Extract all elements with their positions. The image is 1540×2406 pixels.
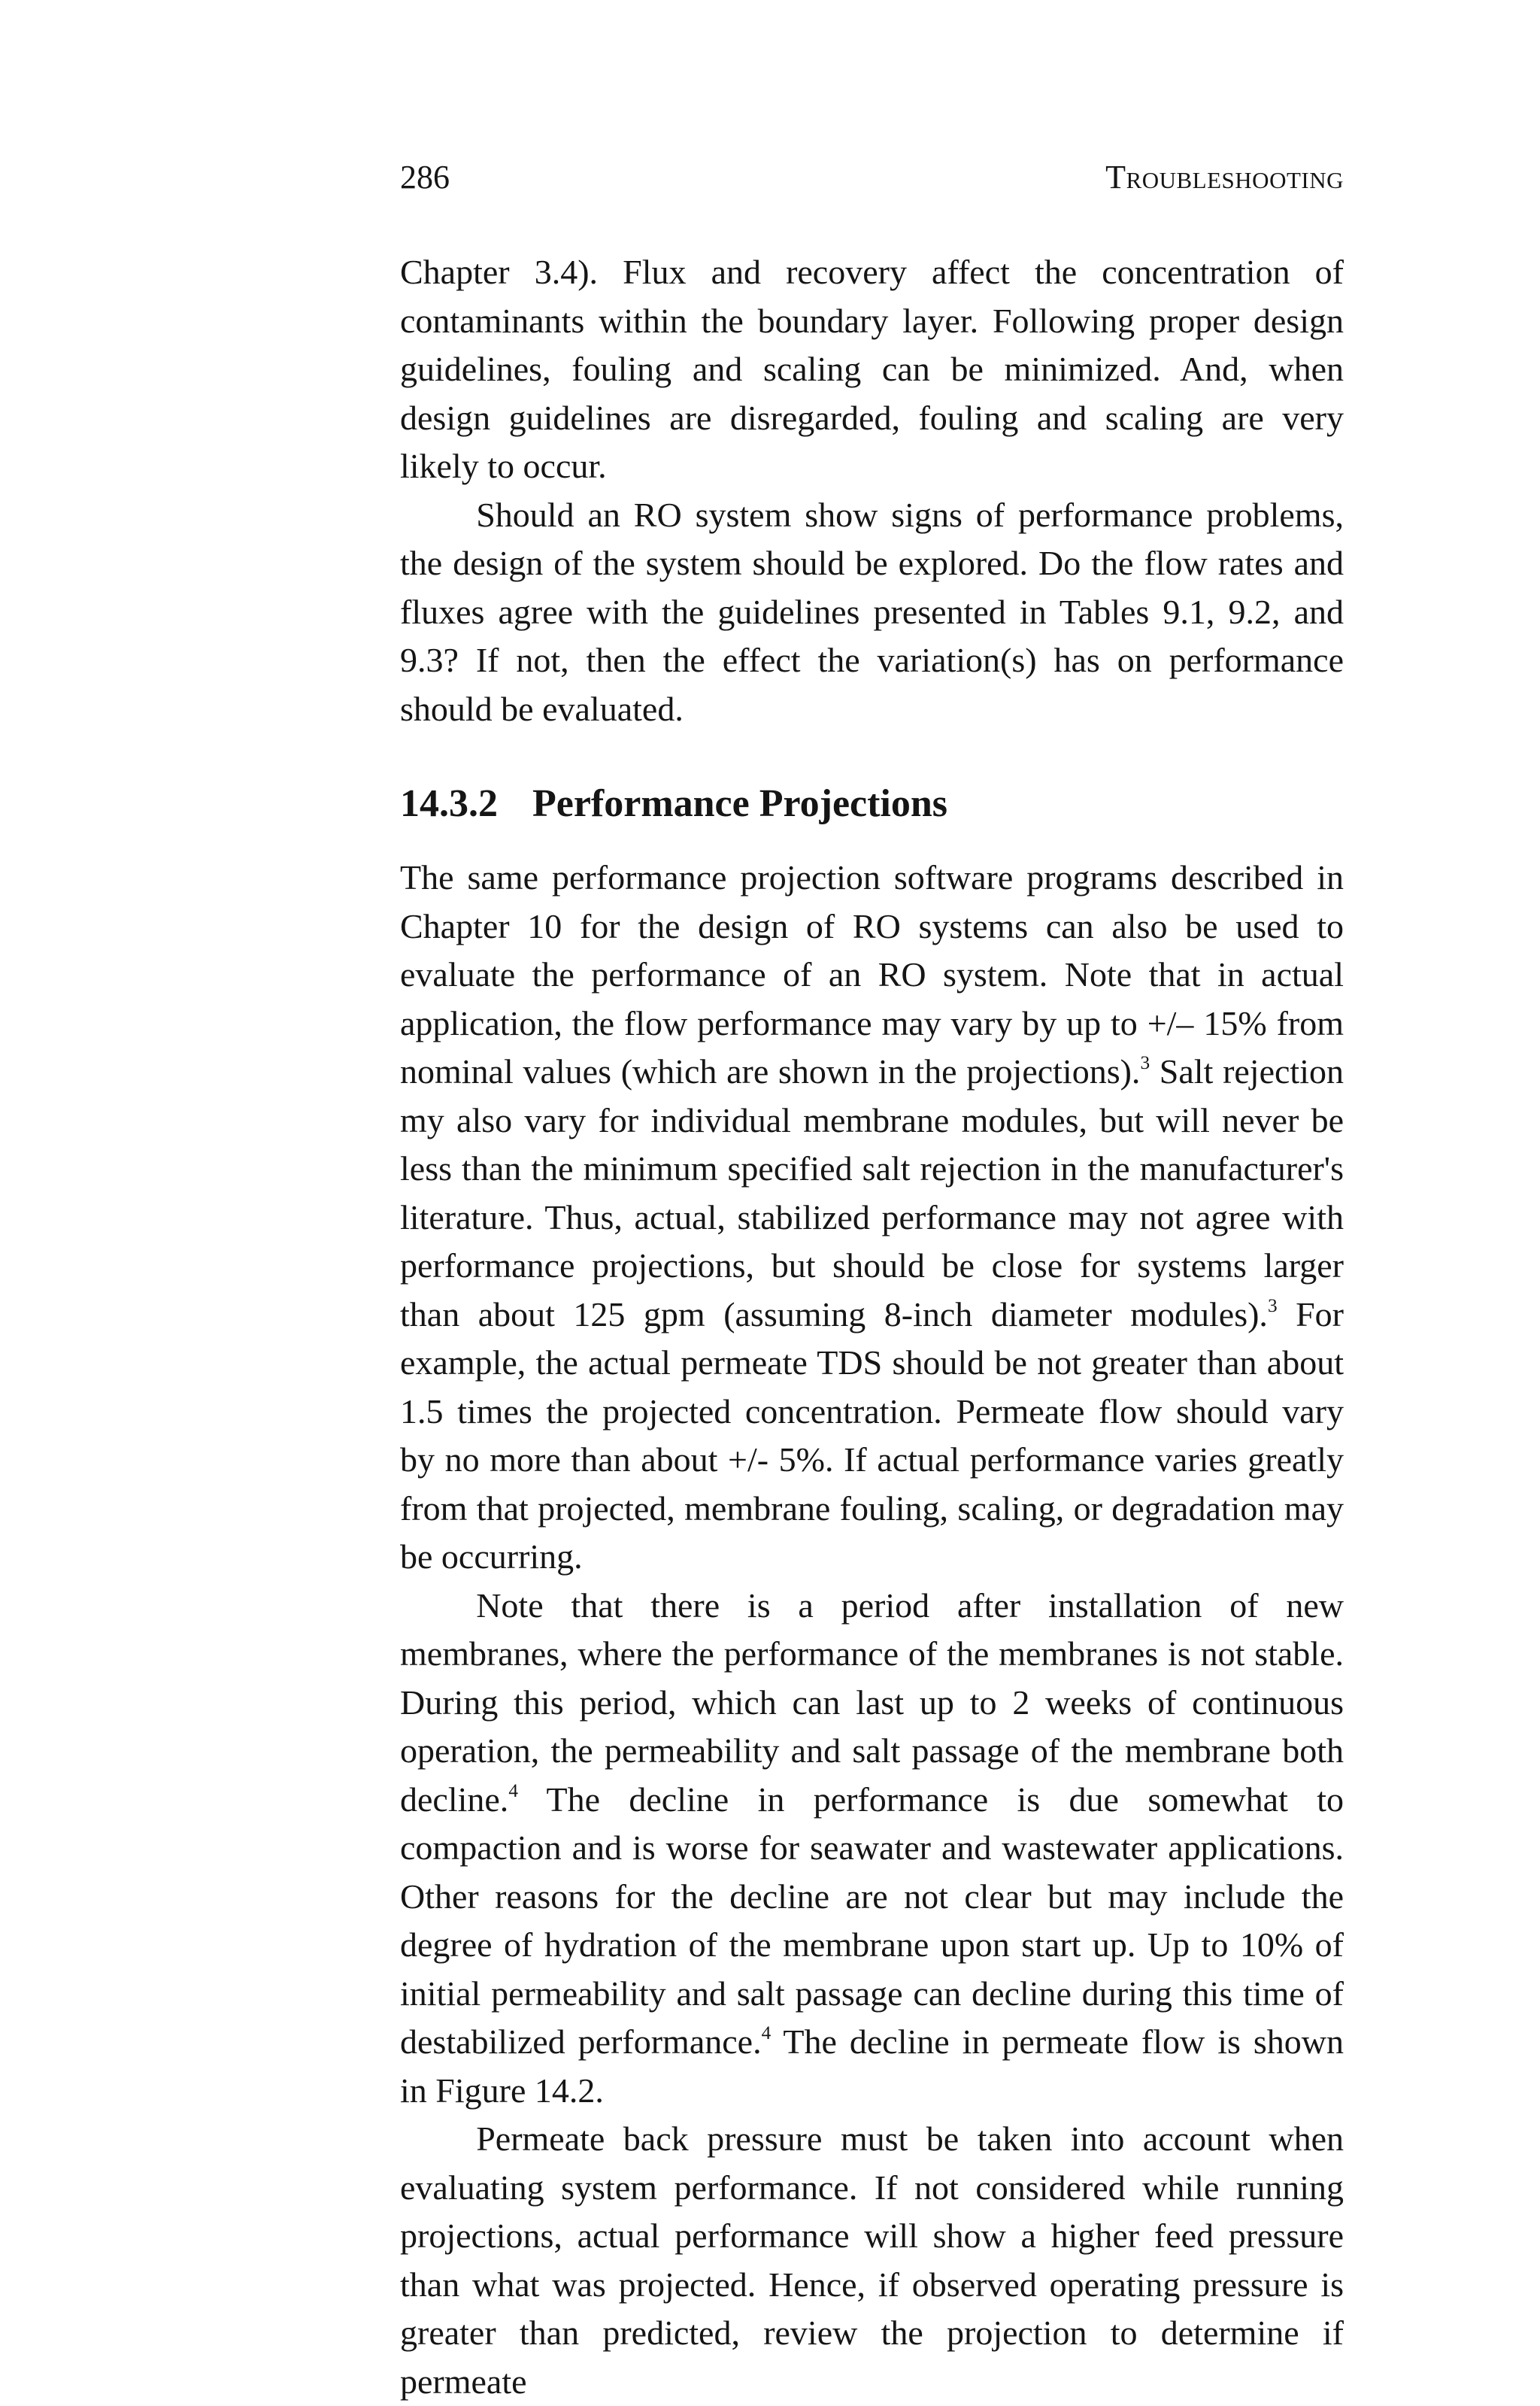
section-heading [400, 777, 1344, 831]
body-text [400, 248, 1344, 2406]
reference-superscript: 4 [508, 1779, 518, 1801]
paragraph-design-review: Should an RO system show signs of performance problems, the design of the system should be explored. Do the flow rates and fluxes agree with the guidelines presented in Tables 9.1, 9.2, and 9.3? If not, then the effect the variation(s) has on performance should be evaluated. [400, 495, 1344, 728]
section-number: 14.3.2 [400, 782, 498, 825]
paragraph-continued: Chapter 3.4). Flux and recovery affect the concentration of contaminants within the boundary layer. Following proper design guidelines, fouling and scaling can be minimized. And, when design guidelines are disregarded, fouling and scaling are very likely to occur. [400, 253, 1344, 485]
paragraph-projection-software [400, 854, 1344, 1582]
reference-superscript: 3 [1267, 1294, 1278, 1316]
running-title: Troubleshooting [1105, 159, 1344, 196]
section-title: Performance Projections [532, 782, 948, 825]
reference-superscript: 3 [1140, 1052, 1150, 1074]
running-head [400, 155, 1344, 200]
paragraph-text: For example, the actual permeate TDS should be not greater than about 1.5 times the projected concentration. Permeate flow should vary by no more than about +/- 5%. If actual performance varies greatly from that projected, membrane fouling, scaling, or degradation may be occurring. [400, 1294, 1344, 1576]
paragraph-text: Note that there is a period after installation of new membranes, where the performance of the membranes is not stable. During this period, which can last up to 2 weeks of continuous operation, the permeability and salt passage of the membrane both decline. [400, 1585, 1344, 1819]
page-number: 286 [400, 159, 450, 196]
paragraph-text: The same performance projection software programs described in Chapter 10 for the design of RO systems can also be used to evaluate the performance of an RO system. Note that in actual application, the flow performance may vary by up to +/– 15% from nominal values (which are shown in the projections). [400, 858, 1344, 1091]
paragraph-text: The decline in performance is due somewhat to compaction and is worse for seawater and wastewater applications. Other reasons for the decline are not clear but may include the degree of hydration of the membrane upon start up. Up to 10% of initial permeability and salt passage can decline during this time of destabilized performance. [400, 1779, 1344, 2061]
paragraph-back-pressure: Permeate back pressure must be taken into account when evaluating system performance. If not considered while running projections, actual performance will show a higher feed pressure than what was projected. Hence, if observed operating pressure is greater than predicted, review the projection to determine if permeate [400, 2119, 1344, 2401]
reference-superscript: 4 [761, 2022, 772, 2044]
paragraph-text: The decline in permeate flow is shown in Figure 14.2. [400, 2022, 1344, 2110]
paragraph-text: Salt rejection my also vary for individual membrane modules, but will never be less than the minimum specified salt rejection in the manufacturer's literature. Thus, actual, stabilized performance may not agree with performance projections, but should be close for systems larger than about 125 gpm (assuming 8-inch diameter modules). [400, 1052, 1344, 1333]
paragraph-membrane-stabilization [400, 1582, 1344, 2116]
